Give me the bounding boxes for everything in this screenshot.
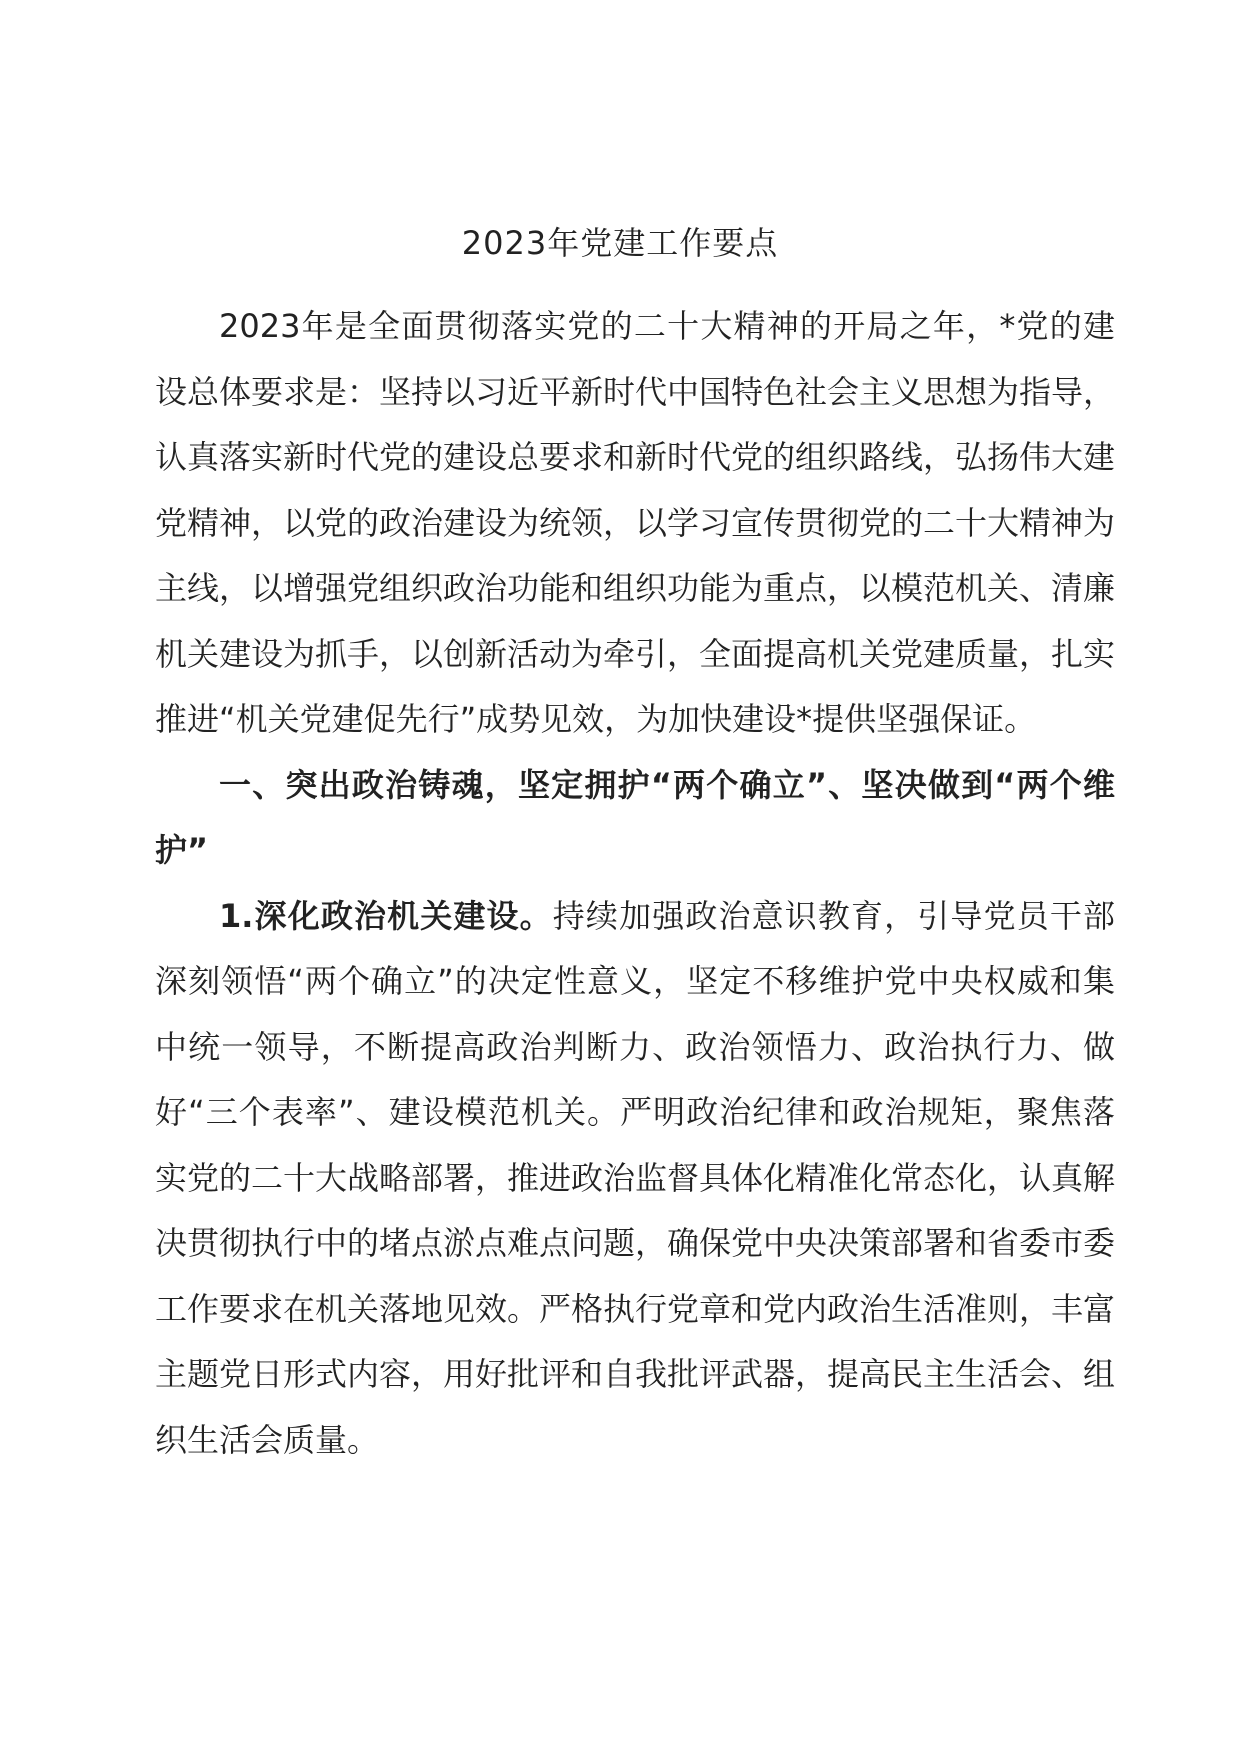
document-title: 2023年党建工作要点 bbox=[461, 224, 779, 262]
section-1-item-1 bbox=[155, 884, 1115, 1474]
item-1-text: 持续加强政治意识教育，引导党员干部深刻领悟“两个确立”的决定性意义，坚定不移维护党中央权威和集中统一领导，不断提高政治判断力、政治领悟力、政治执行力、做好“三个表率”、建设模范机关。严明政治纪律和政治规矩，聚焦落实党的二十大战略部署，推进政治监督具体化精准化常态化，认真解决贯彻执行中的堵点淤点难点问题，确保党中央决策部署和省委市委工作要求在机关落地见效。严格执行党章和党内政治生活准则，丰富主题党日形式内容，用好批评和自我批评武器，提高民主生活会、组织生活会质量。 bbox=[155, 896, 1116, 1459]
intro-paragraph: 2023年是全面贯彻落实党的二十大精神的开局之年，*党的建设总体要求是：坚持以习近平新时代中国特色社会主义思想为指导，认真落实新时代党的建设总要求和新时代党的组织路线，弘扬伟大建党精神，以党的政治建设为统领，以学习宣传贯彻党的二十大精神为主线，以增强党组织政治功能和组织功能为重点，以模范机关、清廉机关建设为抓手，以创新活动为牵引，全面提高机关党建质量，扎实推进“机关党建促先行”成势见效，为加快建设*提供坚强保证。 bbox=[155, 307, 1116, 738]
section-1-heading: 一、突出政治铸魂，坚定拥护“两个确立”、坚决做到“两个维护” bbox=[155, 765, 1115, 869]
item-1-lead: 1.深化政治机关建设。 bbox=[219, 896, 553, 935]
document-body bbox=[155, 294, 1115, 1473]
